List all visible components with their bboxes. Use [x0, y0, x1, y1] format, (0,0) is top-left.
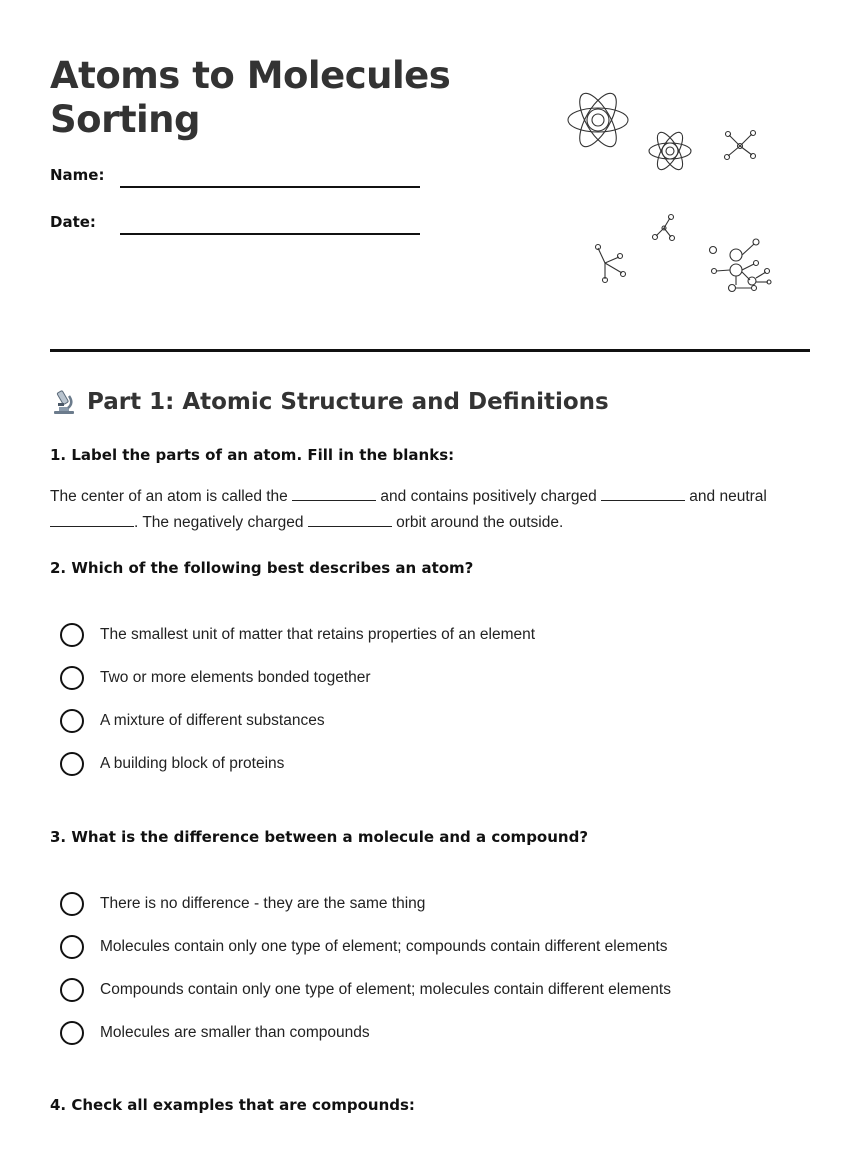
- question-1-prompt: 1. Label the parts of an atom. Fill in the blanks:: [50, 446, 455, 464]
- section-title-text: Part 1: Atomic Structure and Definitions: [87, 389, 609, 415]
- option-label: The smallest unit of matter that retains properties of an element: [100, 625, 536, 643]
- q2-option-2[interactable]: [60, 656, 535, 699]
- radio-button[interactable]: [60, 935, 84, 959]
- date-label: Date:: [50, 213, 96, 231]
- section-title-part-1: [50, 388, 609, 416]
- atom-icon: [568, 88, 628, 152]
- question-2-prompt: 2. Which of the following best describes an atom?: [50, 559, 474, 577]
- option-label: There is no difference - they are the same thing: [100, 894, 426, 912]
- molecule-icon: [653, 215, 675, 241]
- question-3-prompt: 3. What is the difference between a molecule and a compound?: [50, 828, 589, 846]
- blank-nucleus[interactable]: [292, 486, 376, 501]
- q2-option-3[interactable]: [60, 699, 535, 742]
- date-field[interactable]: [120, 233, 420, 235]
- q1-text-segment: The center of an atom is called the: [50, 488, 293, 505]
- name-field[interactable]: [120, 186, 420, 188]
- radio-button[interactable]: [60, 752, 84, 776]
- option-label: Compounds contain only one type of element; molecules contain different elements: [100, 980, 671, 998]
- q3-option-4[interactable]: [60, 1011, 671, 1054]
- chemistry-illustration: [560, 80, 800, 300]
- radio-button[interactable]: [60, 666, 84, 690]
- radio-button[interactable]: [60, 978, 84, 1002]
- q1-text-segment: . The negatively charged: [134, 514, 308, 531]
- atom-icon: [649, 129, 691, 173]
- radio-button[interactable]: [60, 623, 84, 647]
- header-divider: [50, 349, 810, 352]
- molecule-icon: [725, 131, 756, 160]
- molecule-icon: [596, 245, 626, 283]
- blank-neutrons[interactable]: [50, 512, 134, 527]
- question-4-prompt: 4. Check all examples that are compounds:: [50, 1096, 415, 1114]
- option-label: Molecules are smaller than compounds: [100, 1023, 370, 1041]
- radio-button[interactable]: [60, 892, 84, 916]
- option-label: Molecules contain only one type of element; compounds contain different elements: [100, 937, 668, 955]
- title-line-1: Atoms to Molecules: [50, 54, 451, 97]
- option-label: A mixture of different substances: [100, 711, 325, 729]
- option-label: A building block of proteins: [100, 754, 285, 772]
- q3-option-3[interactable]: [60, 968, 671, 1011]
- blank-protons[interactable]: [601, 486, 685, 501]
- q1-text-segment: orbit around the outside.: [391, 514, 564, 531]
- question-3-options: [60, 882, 671, 1054]
- option-label: Two or more elements bonded together: [100, 668, 371, 686]
- q2-option-1[interactable]: [60, 613, 535, 656]
- q1-text-segment: and contains positively charged: [376, 488, 601, 505]
- radio-button[interactable]: [60, 709, 84, 733]
- radio-button[interactable]: [60, 1021, 84, 1045]
- name-label: Name:: [50, 166, 105, 184]
- question-2-options: [60, 613, 535, 785]
- blank-electrons[interactable]: [308, 512, 392, 527]
- q3-option-2[interactable]: [60, 925, 671, 968]
- worksheet-title: [50, 54, 450, 142]
- molecule-cluster-icon: [710, 239, 772, 292]
- title-line-2: Sorting: [50, 98, 201, 141]
- q2-option-4[interactable]: [60, 742, 535, 785]
- q1-text-segment: and neutral: [685, 488, 767, 505]
- microscope-icon: [50, 388, 78, 416]
- question-1-paragraph: [50, 484, 810, 536]
- q3-option-1[interactable]: [60, 882, 671, 925]
